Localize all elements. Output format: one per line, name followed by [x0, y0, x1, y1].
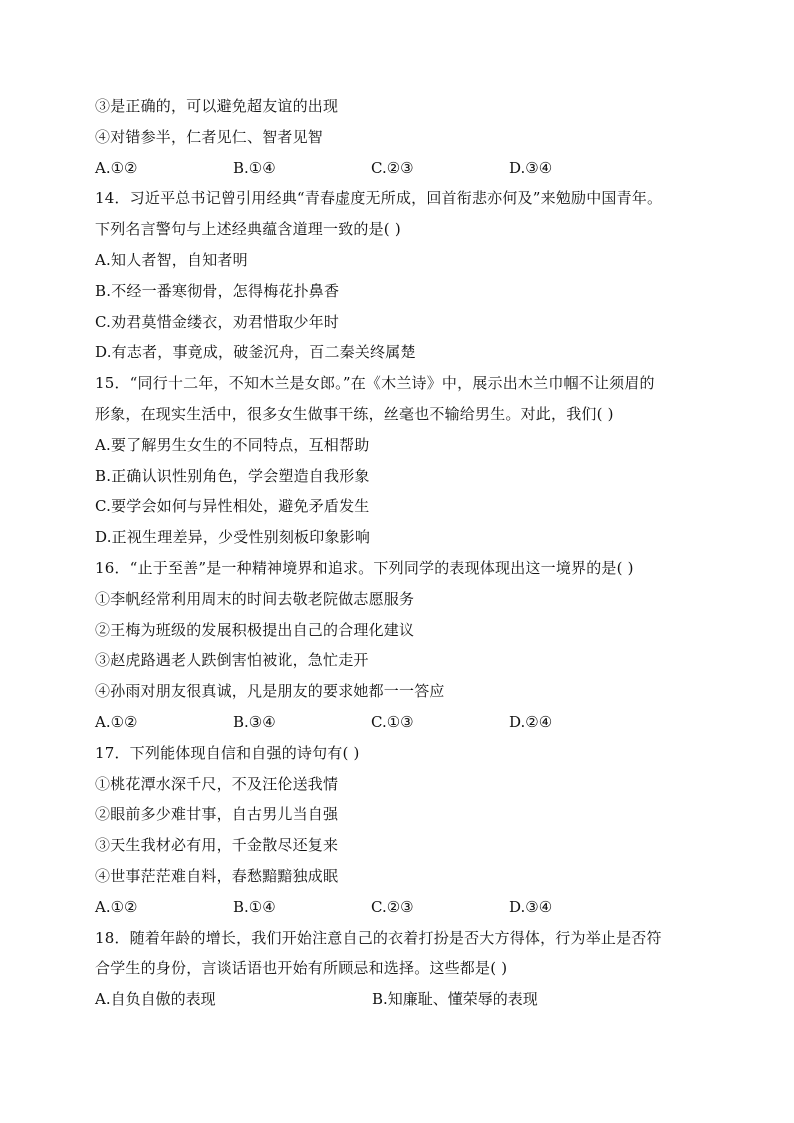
q17-option-a[interactable]: A.①② [95, 897, 138, 916]
q14-option-c[interactable]: C.劝君莫惜金缕衣，劝君惜取少年时 [95, 312, 340, 331]
q17-option-b[interactable]: B.①④ [233, 897, 276, 916]
q13-options [95, 153, 705, 184]
q16-statement-3: ③赵虎路遇老人跌倒害怕被讹，急忙走开 [95, 651, 369, 670]
q13-option-d[interactable]: D.③④ [509, 158, 553, 177]
q13-statement-4: ④对错参半，仁者见仁、智者见智 [95, 127, 324, 146]
q17-statement-3: ③天生我材必有用，千金散尽还复来 [95, 836, 339, 855]
q17-statement-1: ①桃花潭水深千尺，不及汪伦送我情 [95, 774, 339, 793]
q16-statement-2: ②王梅为班级的发展积极提出自己的合理化建议 [95, 620, 415, 639]
q18-options [95, 984, 705, 1015]
q13-statement-3: ③是正确的，可以避免超友谊的出现 [95, 97, 339, 115]
q14-stem-line-2: 下列名言警句与上述经典蕴含道理一致的是( ) [95, 220, 401, 239]
q16-option-b[interactable]: B.③④ [233, 712, 276, 731]
q13-option-a[interactable]: A.①② [95, 158, 138, 177]
q15-option-c[interactable]: C.要学会如何与异性相处，避免矛盾发生 [95, 497, 370, 516]
q15-stem-line-2: 形象，在现实生活中，很多女生做事干练，丝毫也不输给男生。对此，我们( ) [95, 404, 614, 423]
q14-stem-line-1: 14．习近平总书记曾引用经典“青春虚度无所成，回首衔悲亦何及”来勉励中国青年。 [95, 189, 663, 208]
q18-stem-line-2: 合学生的身份，言谈话语也开始有所顾忌和选择。这些都是( ) [95, 959, 508, 978]
q17-stem: 17．下列能体现自信和自强的诗句有( ) [95, 743, 360, 762]
q15-stem-line-1: 15．“同行十二年，不知木兰是女郎。”在《木兰诗》中，展示出木兰巾帼不让须眉的 [95, 374, 655, 393]
q18-option-b[interactable]: B.知廉耻、懂荣辱的表现 [372, 990, 538, 1009]
q18-option-a[interactable]: A.自负自傲的表现 [95, 990, 216, 1009]
q16-options [95, 707, 705, 738]
q15-option-b[interactable]: B.正确认识性别角色，学会塑造自我形象 [95, 466, 370, 485]
q13-option-b[interactable]: B.①④ [233, 158, 276, 177]
q17-options [95, 892, 705, 923]
q14-option-a[interactable]: A.知人者智，自知者明 [95, 250, 248, 269]
q17-option-d[interactable]: D.③④ [509, 897, 553, 916]
q13-option-c[interactable]: C.②③ [371, 158, 414, 177]
q16-stem: 16．“止于至善”是一种精神境界和追求。下列同学的表现体现出这一境界的是( ) [95, 558, 634, 577]
q16-option-d[interactable]: D.②④ [509, 712, 553, 731]
q17-statement-4: ④世事茫茫难自料，春愁黯黯独成眠 [95, 866, 339, 885]
q17-option-c[interactable]: C.②③ [371, 897, 414, 916]
q15-option-a[interactable]: A.要了解男生女生的不同特点，互相帮助 [95, 435, 370, 454]
question-list [95, 91, 705, 1015]
q18-stem-line-1: 18．随着年龄的增长，我们开始注意自己的衣着打扮是否大方得体，行为举止是否符 [95, 928, 662, 947]
q15-option-d[interactable]: D.正视生理差异，少受性别刻板印象影响 [95, 528, 371, 547]
q16-option-a[interactable]: A.①② [95, 712, 138, 731]
q16-statement-4: ④孙雨对朋友很真诚，凡是朋友的要求她都一一答应 [95, 682, 445, 701]
q17-statement-2: ②眼前多少难甘事，自古男儿当自强 [95, 805, 339, 824]
q16-option-c[interactable]: C.①③ [371, 712, 414, 731]
q14-option-b[interactable]: B.不经一番寒彻骨，怎得梅花扑鼻香 [95, 281, 340, 300]
q16-statement-1: ①李帆经常利用周末的时间去敬老院做志愿服务 [95, 589, 415, 608]
q14-option-d[interactable]: D.有志者，事竟成，破釜沉舟，百二秦关终属楚 [95, 343, 416, 362]
